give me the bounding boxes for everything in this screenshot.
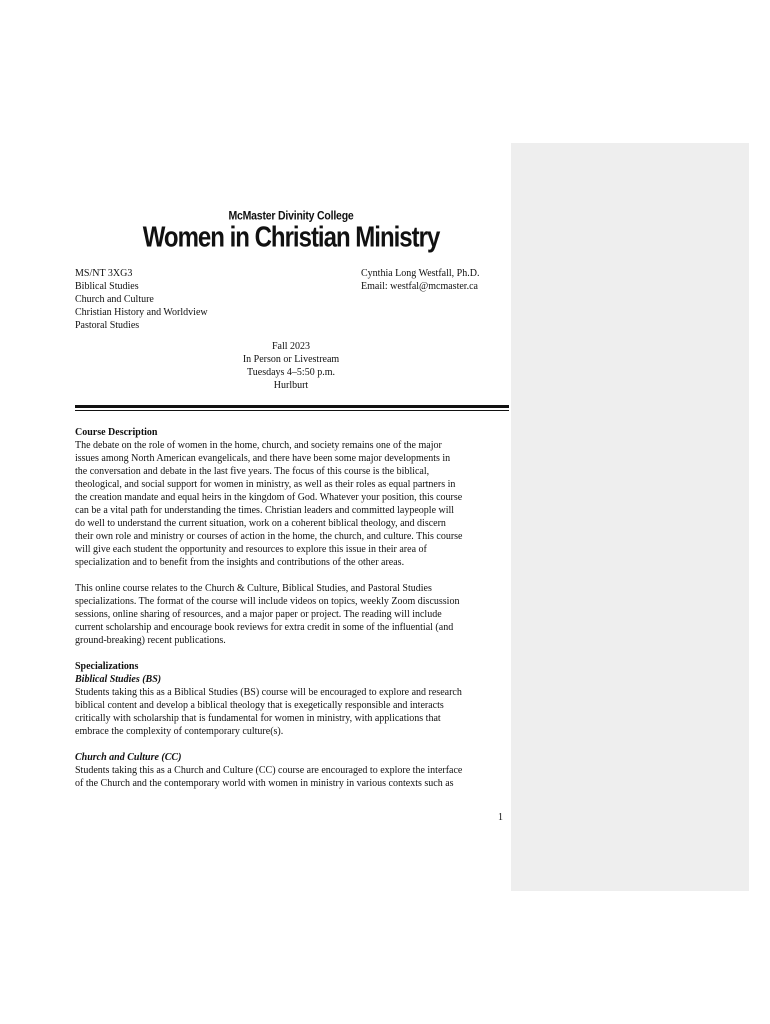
term-line: Fall 2023 (271, 341, 311, 352)
section-heading: Specializations (75, 661, 139, 672)
course-code: MS/NT 3XG3 (75, 268, 133, 279)
specialization-line: Biblical Studies (75, 281, 139, 292)
term-line: Tuesdays 4–5:50 p.m. (247, 367, 335, 378)
text-line: specializations. The format of the course will include videos on topics, weekly Zoom discussion (75, 596, 460, 607)
text-line: Students taking this as a Church and Culture (CC) course are encouraged to explore the interface (75, 765, 463, 776)
specialization-line: Church and Culture (75, 294, 154, 305)
text-line: critically with scholarship that is fundamental for women in ministry, with applications that (75, 713, 441, 724)
section-heading: Course Description (75, 427, 158, 438)
course-title: Women in Christian Ministry (142, 221, 440, 254)
text-line: will give each student the opportunity and resources to explore this issue in their area of (75, 544, 427, 555)
text-line: The debate on the role of women in the home, church, and society remains one of the major (75, 440, 442, 451)
paragraph (75, 582, 505, 647)
text-line: Students taking this as a Biblical Studies (BS) course will be encouraged to explore and research (75, 687, 462, 698)
text-line: theological, and social support for women in ministry, as well as their roles as equal partners in (75, 479, 456, 490)
text-line: issues among North American evangelicals, and there have been some major developments in (75, 453, 451, 464)
subsection-heading: Church and Culture (CC) (75, 752, 182, 763)
college-name: McMaster Divinity College (228, 209, 354, 223)
text-line: ground-breaking) recent publications. (75, 635, 226, 646)
text-line: the creation mandate and equal heirs in the kingdom of God. Whatever your position, this course (75, 492, 463, 503)
instructor-info (361, 267, 479, 293)
divider (75, 405, 509, 408)
text-line: the conversation and debate in the last five years. The focus of this course is the biblical, (75, 466, 430, 477)
document-body (75, 426, 505, 790)
specialization-line: Pastoral Studies (75, 320, 140, 331)
text-line: sessions, online sharing of resources, and a major paper or project. The reading will include (75, 609, 442, 620)
paragraph (75, 686, 505, 738)
paragraph (75, 439, 505, 569)
paragraph (75, 764, 505, 790)
divider (75, 410, 509, 411)
term-line: In Person or Livestream (242, 354, 340, 365)
page-number: 1 (498, 812, 503, 823)
term-info (75, 340, 507, 392)
course-codes (75, 267, 208, 332)
text-line: of the Church and the contemporary world with women in ministry in various contexts such as (75, 778, 454, 789)
term-line: Hurlburt (273, 380, 309, 391)
text-line: do well to understand the current situation, work on a coherent biblical theology, and discern (75, 518, 446, 529)
text-line: can be a vital path for understanding the times. Christian leaders and committed laypeople will (75, 505, 455, 516)
instructor-name: Cynthia Long Westfall, Ph.D. (361, 268, 480, 279)
subsection-heading: Biblical Studies (BS) (75, 674, 162, 685)
instructor-email: Email: westfal@mcmaster.ca (361, 281, 478, 292)
text-line: specialization and to benefit from the insights and contributions of the other areas. (75, 557, 405, 568)
text-line: This online course relates to the Church & Culture, Biblical Studies, and Pastoral Studies (75, 583, 432, 594)
text-line: embrace the complexity of contemporary culture(s). (75, 726, 284, 737)
specialization-line: Christian History and Worldview (75, 307, 208, 318)
text-line: current scholarship and encourage book reviews for extra credit in some of the influential (and (75, 622, 454, 633)
text-line: biblical content and develop a biblical theology that is exegetically responsible and interacts (75, 700, 444, 711)
text-line: their own role and ministry or courses of action in the home, the church, and culture. This course (75, 531, 463, 542)
